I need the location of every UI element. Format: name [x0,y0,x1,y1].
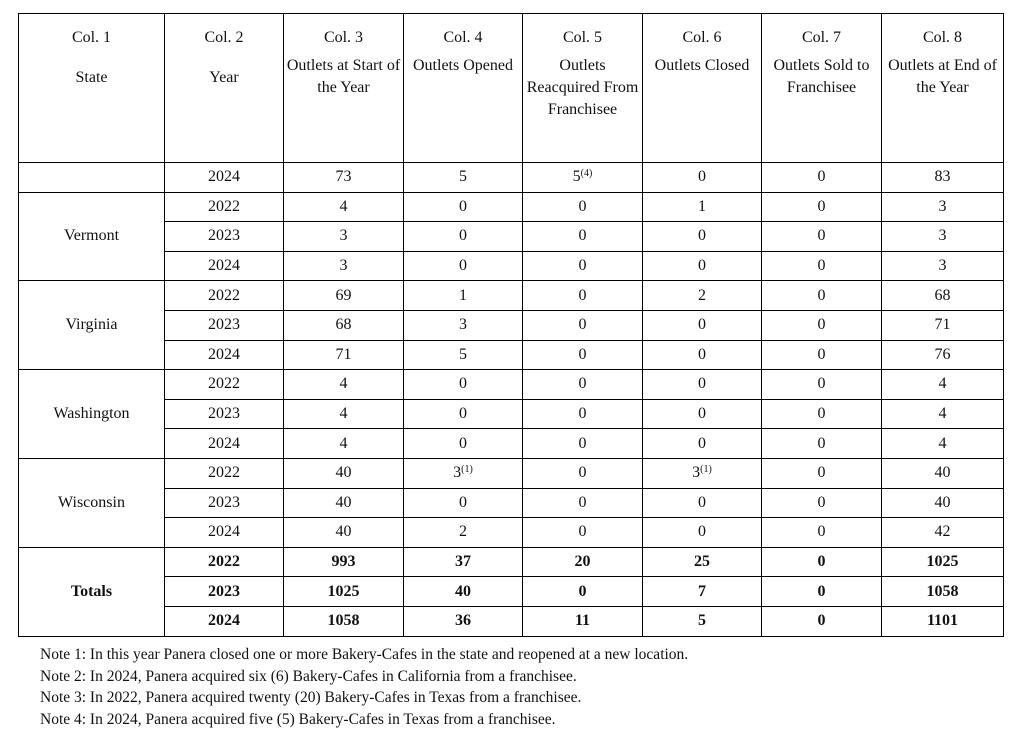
table-row [19,251,1004,281]
reacquired-cell: 0 [523,577,643,607]
closed-cell: 7 [643,577,762,607]
table-row [19,192,1004,222]
totals-row [19,577,1004,607]
reacquired-value: 5 [572,168,581,186]
closed-cell: 0 [643,163,762,193]
header-reacquired: Col. 5 Outlets Reacquired From Franchisee [523,14,643,163]
year-cell: 2024 [165,251,284,281]
header-closed: Col. 6 Outlets Closed [643,14,762,163]
header-state: Col. 1 State [19,14,165,163]
start-cell: 3 [284,251,404,281]
closed-cell: 0 [643,429,762,459]
end-cell: 3 [882,192,1004,222]
closed-cell: 1 [643,192,762,222]
closed-cell: 0 [643,370,762,400]
table-row [19,518,1004,548]
closed-cell: 0 [643,399,762,429]
header-start: Col. 3 Outlets at Start of the Year [284,14,404,163]
state-cell: Vermont [19,192,165,281]
year-cell: 2024 [165,518,284,548]
closed-cell: 0 [643,340,762,370]
reacquired-cell: 0 [523,340,643,370]
end-cell: 1058 [882,577,1004,607]
header-sold: Col. 7 Outlets Sold to Franchisee [762,14,882,163]
sold-cell: 0 [762,429,882,459]
year-cell: 2022 [165,458,284,488]
state-cell: Wisconsin [19,458,165,547]
sold-cell: 0 [762,547,882,577]
year-cell: 2023 [165,399,284,429]
footnotes [40,644,688,730]
end-cell: 1101 [882,606,1004,636]
closed-cell: 2 [643,281,762,311]
reacquired-cell: 0 [523,518,643,548]
reacquired-cell [523,163,643,193]
end-cell: 83 [882,163,1004,193]
footnote-3: Note 3: In 2022, Panera acquired twenty (20) Bakery-Cafes in Texas from a franchisee. [40,689,582,706]
start-cell: 68 [284,310,404,340]
opened-cell: 37 [404,547,523,577]
sold-cell: 0 [762,518,882,548]
end-cell: 68 [882,281,1004,311]
reacquired-cell: 11 [523,606,643,636]
start-cell: 1058 [284,606,404,636]
sold-cell: 0 [762,251,882,281]
opened-cell: 3 [404,310,523,340]
closed-cell: 0 [643,518,762,548]
closed-cell: 0 [643,222,762,252]
opened-cell: 0 [404,488,523,518]
opened-cell: 1 [404,281,523,311]
sold-cell: 0 [762,399,882,429]
footnote-2: Note 2: In 2024, Panera acquired six (6) Bakery-Cafes in California from a franchisee. [40,667,577,685]
closed-cell: 0 [643,488,762,518]
start-cell: 1025 [284,577,404,607]
reacquired-cell: 0 [523,488,643,518]
sold-cell: 0 [762,606,882,636]
table-row [19,399,1004,429]
year-cell: 2024 [165,429,284,459]
footnote-marker: (1) [461,464,473,476]
start-cell: 40 [284,458,404,488]
closed-cell: 0 [643,310,762,340]
state-cell: Washington [19,370,165,459]
opened-cell: 5 [404,340,523,370]
outlet-summary-table [18,13,1004,637]
closed-cell: 25 [643,547,762,577]
start-cell: 73 [284,163,404,193]
reacquired-cell: 0 [523,370,643,400]
opened-cell: 0 [404,222,523,252]
start-cell: 40 [284,518,404,548]
reacquired-cell: 0 [523,310,643,340]
year-cell: 2023 [165,310,284,340]
end-cell: 4 [882,370,1004,400]
end-cell: 4 [882,429,1004,459]
sold-cell: 0 [762,340,882,370]
reacquired-cell: 20 [523,547,643,577]
opened-cell: 0 [404,399,523,429]
reacquired-cell: 0 [523,251,643,281]
table-row [19,429,1004,459]
year-cell: 2024 [165,340,284,370]
year-cell: 2024 [165,163,284,193]
opened-cell: 5 [404,163,523,193]
start-cell: 40 [284,488,404,518]
table-body [19,163,1004,637]
opened-value: 3 [453,464,462,482]
state-cell: Virginia [19,281,165,370]
header-year: Col. 2 Year [165,14,284,163]
closed-cell: 5 [643,606,762,636]
table-row [19,370,1004,400]
sold-cell: 0 [762,577,882,607]
totals-label: Totals [19,547,165,636]
year-cell: 2022 [165,192,284,222]
table-row [19,281,1004,311]
footnote-1: Note 1: In this year Panera closed one or more Bakery-Cafes in the state and reopened at a new location. [40,646,689,663]
totals-row [19,547,1004,577]
table-row [19,163,1004,193]
footnote-marker: (1) [700,464,712,476]
footnote-4: Note 4: In 2024, Panera acquired five (5) Bakery-Cafes in Texas from a franchisee. [40,710,556,728]
start-cell: 3 [284,222,404,252]
sold-cell: 0 [762,310,882,340]
opened-cell: 0 [404,429,523,459]
closed-cell [643,458,762,488]
header-end: Col. 8 Outlets at End of the Year [882,14,1004,163]
start-cell: 71 [284,340,404,370]
year-cell: 2022 [165,547,284,577]
end-cell: 40 [882,488,1004,518]
opened-cell: 0 [404,192,523,222]
start-cell: 993 [284,547,404,577]
year-cell: 2022 [165,370,284,400]
end-cell: 3 [882,251,1004,281]
start-cell: 4 [284,429,404,459]
sold-cell: 0 [762,370,882,400]
sold-cell: 0 [762,281,882,311]
table-row [19,458,1004,488]
year-cell: 2022 [165,281,284,311]
end-cell: 71 [882,310,1004,340]
sold-cell: 0 [762,192,882,222]
start-cell: 4 [284,370,404,400]
end-cell: 1025 [882,547,1004,577]
end-cell: 76 [882,340,1004,370]
sold-cell: 0 [762,488,882,518]
table-row [19,222,1004,252]
table-row [19,340,1004,370]
sold-cell: 0 [762,222,882,252]
sold-cell: 0 [762,163,882,193]
opened-cell: 0 [404,251,523,281]
year-cell: 2023 [165,488,284,518]
opened-cell: 0 [404,370,523,400]
end-cell: 40 [882,458,1004,488]
start-cell: 4 [284,192,404,222]
table-row [19,310,1004,340]
reacquired-cell: 0 [523,281,643,311]
table-header [19,14,1004,163]
footnote-marker: (4) [580,168,593,180]
opened-cell: 36 [404,606,523,636]
totals-row [19,606,1004,636]
opened-cell [404,458,523,488]
year-cell: 2023 [165,577,284,607]
start-cell: 69 [284,281,404,311]
start-cell: 4 [284,399,404,429]
end-cell: 4 [882,399,1004,429]
header-opened: Col. 4 Outlets Opened [404,14,523,163]
closed-cell: 0 [643,251,762,281]
end-cell: 3 [882,222,1004,252]
opened-cell: 2 [404,518,523,548]
state-cell [19,163,165,193]
sold-cell: 0 [762,458,882,488]
opened-cell: 40 [404,577,523,607]
reacquired-cell: 0 [523,192,643,222]
closed-value: 3 [692,464,701,482]
reacquired-cell: 0 [523,458,643,488]
reacquired-cell: 0 [523,429,643,459]
year-cell: 2023 [165,222,284,252]
reacquired-cell: 0 [523,222,643,252]
year-cell: 2024 [165,606,284,636]
reacquired-cell: 0 [523,399,643,429]
end-cell: 42 [882,518,1004,548]
table-row [19,488,1004,518]
header-row [19,14,1004,163]
